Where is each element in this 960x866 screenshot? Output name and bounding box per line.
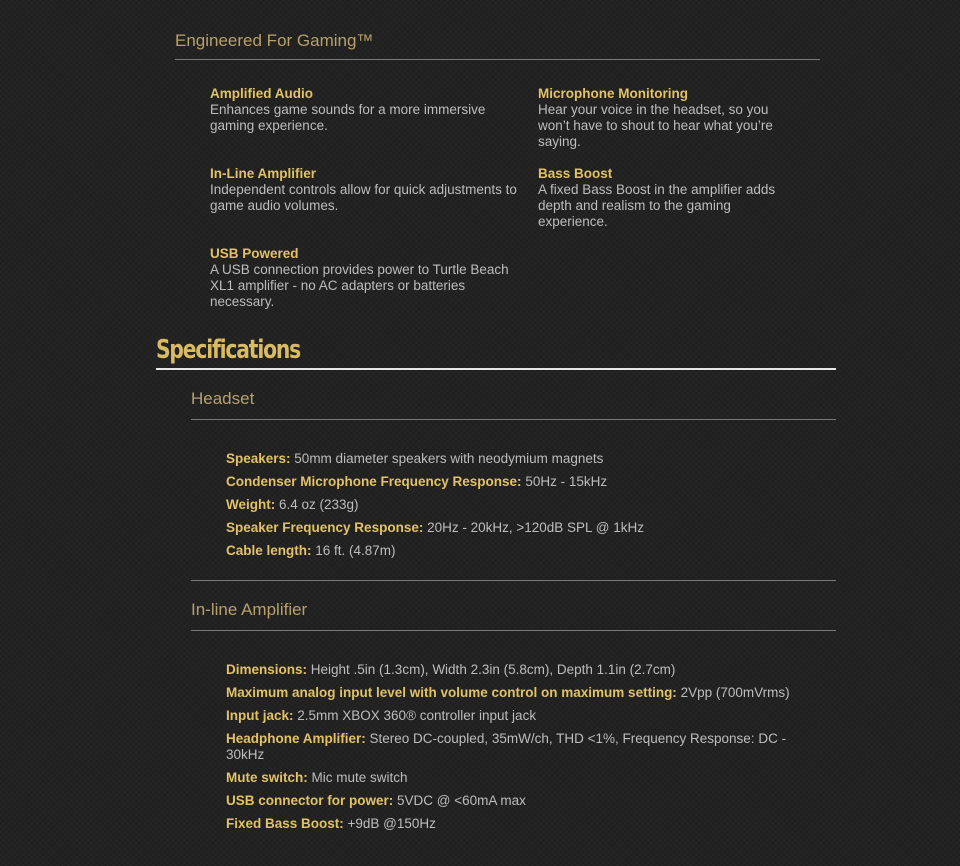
feature-description: A USB connection provides power to Turtle Beach XL1 amplifier - no AC adapters or batteries necessary. [210,262,509,309]
feature-title: Microphone Monitoring [538,86,688,101]
headset-section-title: Headset [191,389,836,420]
spec-label: Condenser Microphone Frequency Response: [226,474,522,489]
spec-value: 50Hz - 15kHz [521,474,608,489]
spec-row-usb-connector [226,793,826,809]
feature-title: USB Powered [210,246,299,261]
spec-row-cable-length [226,543,826,559]
amplifier-section-title: In-line Amplifier [191,600,836,631]
spec-label: Headphone Amplifier: [226,731,366,746]
spec-row-headphone-amplifier [226,731,826,763]
spec-row-fixed-bass-boost [226,816,826,832]
section-divider [191,580,836,581]
amplifier-spec-list [226,662,826,839]
feature-usb-powered [210,246,530,310]
spec-row-mute-switch [226,770,826,786]
spec-value: +9dB @150Hz [343,816,436,831]
spec-label: Input jack: [226,708,294,723]
specifications-heading [156,333,686,370]
feature-in-line-amplifier [210,166,530,214]
spec-label: Cable length: [226,543,312,558]
spec-row-speaker-frequency [226,520,826,536]
spec-label: Mute switch: [226,770,308,785]
spec-value: Height .5in (1.3cm), Width 2.3in (5.8cm), Depth 1.1in (2.7cm) [307,662,676,677]
feature-description: Independent controls allow for quick adjustments to game audio volumes. [210,182,517,213]
spec-value: 5VDC @ <60mA max [393,793,526,808]
spec-label: Speakers: [226,451,291,466]
feature-title: Amplified Audio [210,86,313,101]
spec-label: Weight: [226,497,276,512]
spec-label: Maximum analog input level with volume control on maximum setting: [226,685,677,700]
specifications-heading-text: Specifications [156,335,301,365]
engineered-for-gaming-title: Engineered For Gaming™ [175,31,820,60]
feature-microphone-monitoring [538,86,798,150]
spec-value: 6.4 oz (233g) [275,497,359,512]
spec-row-mic-frequency [226,474,826,490]
headset-spec-list [226,451,826,566]
spec-label: Fixed Bass Boost: [226,816,344,831]
spec-row-weight [226,497,826,513]
spec-value: 20Hz - 20kHz, >120dB SPL @ 1kHz [423,520,645,535]
spec-value: Stereo DC-coupled, 35mW/ch, THD <1%, Frequency Response: DC - 30kHz [226,731,787,762]
spec-value: 2.5mm XBOX 360® controller input jack [293,708,537,723]
feature-amplified-audio [210,86,530,134]
feature-description: A fixed Bass Boost in the amplifier adds depth and realism to the gaming experience. [538,182,776,229]
spec-value: Mic mute switch [307,770,408,785]
spec-row-input-jack [226,708,826,724]
feature-bass-boost [538,166,798,230]
spec-value: 2Vpp (700mVrms) [676,685,790,700]
feature-title: Bass Boost [538,166,613,181]
spec-row-dimensions [226,662,826,678]
spec-label: USB connector for power: [226,793,394,808]
feature-title: In-Line Amplifier [210,166,317,181]
spec-value: 16 ft. (4.87m) [311,543,396,558]
spec-row-max-input-level [226,685,826,701]
spec-row-speakers [226,451,826,467]
spec-label: Speaker Frequency Response: [226,520,424,535]
feature-description: Enhances game sounds for a more immersive gaming experience. [210,102,486,133]
specifications-divider [156,368,836,370]
spec-label: Dimensions: [226,662,308,677]
feature-description: Hear your voice in the headset, so you won’t have to shout to hear what you’re saying. [538,102,773,149]
spec-value: 50mm diameter speakers with neodymium magnets [290,451,604,466]
